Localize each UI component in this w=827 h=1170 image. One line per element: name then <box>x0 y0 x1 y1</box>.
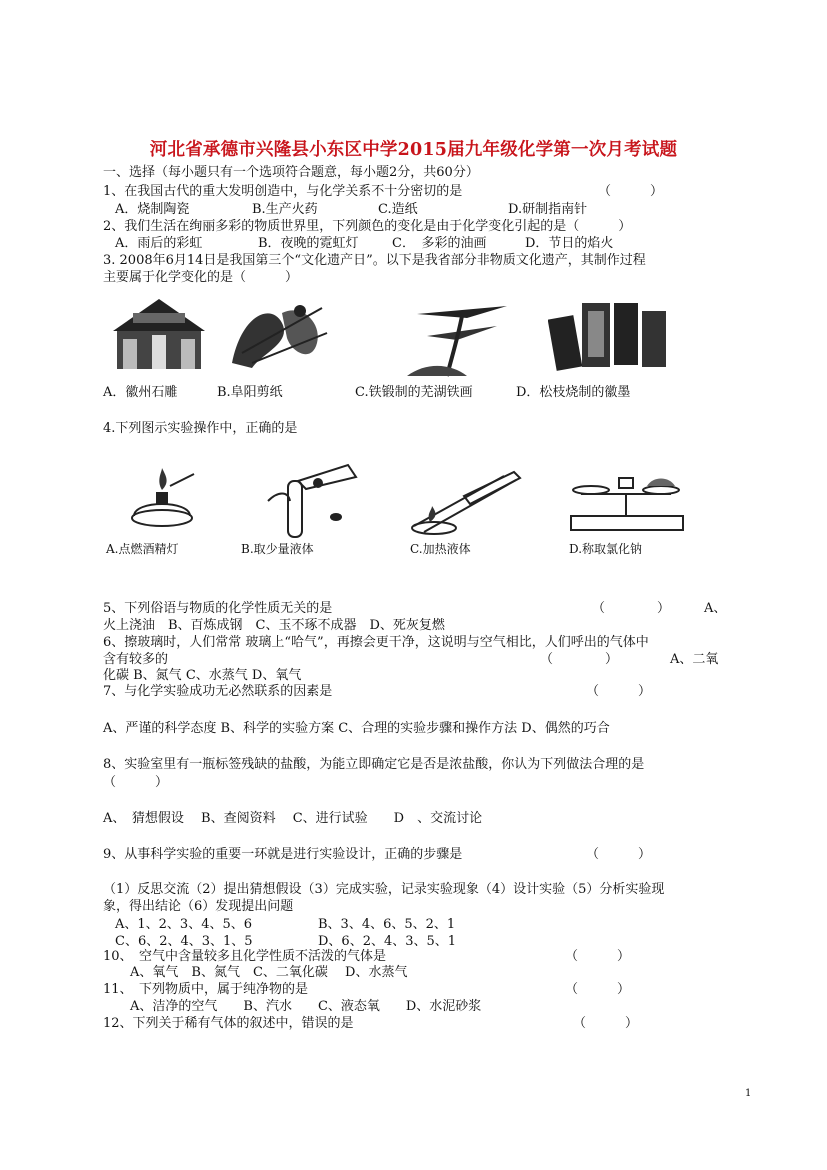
q9-steps-line1: （1）反思交流（2）提出猜想假设（3）完成实验，记录实验现象（4）设计实验（5）分析实验现 <box>103 882 665 897</box>
ink-stick-image <box>548 297 670 371</box>
q10-options: A、氧气 B、氮气 C、二氧化碳 D、水蒸气 <box>130 965 408 980</box>
q9-answer-paren: （ ） <box>586 847 652 862</box>
q1-option-d: D.研制指南针 <box>508 202 588 217</box>
q3-option-b: B.阜阳剪纸 <box>217 385 283 400</box>
q10-stem: 10、 空气中含量较多且化学性质不活泼的气体是 <box>103 949 387 964</box>
q3-option-d: D．松枝烧制的徽墨 <box>516 385 631 400</box>
q11-stem: 11、 下列物质中，属于纯净物的是 <box>103 982 309 997</box>
q2-option-a: A．雨后的彩虹 <box>115 236 203 251</box>
balance-scale-image <box>561 470 691 536</box>
q4-option-a: A.点燃酒精灯 <box>106 542 179 556</box>
q5-stem: 5、下列俗语与物质的化学性质无关的是 <box>103 601 333 616</box>
q7-answer-paren: （ ） <box>586 684 652 699</box>
q1-stem: 1、在我国古代的重大发明创造中，与化学关系不十分密切的是 <box>103 184 463 199</box>
q4-stem: 4.下列图示实验操作中，正确的是 <box>103 421 298 436</box>
q11-options: A、洁净的空气 B、汽水 C、液态氧 D、水泥砂浆 <box>130 999 482 1014</box>
q9-option-a: A、1、2、3、4、5、6 <box>115 917 253 932</box>
heating-liquid-image <box>404 466 524 536</box>
section-heading: 一、选择（每小题只有一个选项符合题意，每小题2分，共60分） <box>103 165 479 180</box>
q2-option-b: B．夜晚的霓虹灯 <box>258 236 359 251</box>
q7-stem: 7、与化学实验成功无必然联系的因素是 <box>103 684 333 699</box>
q1-option-a: A．烧制陶瓷 <box>115 202 190 217</box>
q6-options: 化碳 B、氮气 C、水蒸气 D、氧气 <box>103 668 302 683</box>
q9-option-b: B、3、4、6、5、2、1 <box>318 917 456 932</box>
q6-stem-line1: 6、擦玻璃时，人们常常 玻璃上“哈气”，再擦会更干净，这说明与空气相比，人们呼出的气体中 <box>103 635 649 650</box>
q2-option-d: D．节日的焰火 <box>525 236 614 251</box>
q11-answer-paren: （ ） <box>565 982 631 997</box>
alcohol-lamp-image <box>126 466 198 530</box>
q1-answer-paren: （ ） <box>598 184 664 199</box>
q4-option-b: B.取少量液体 <box>241 542 314 556</box>
q6-option-a: A、二氧 <box>670 652 719 667</box>
q5-options: 火上浇油 B、百炼成钢 C、玉不琢不成器 D、死灰复燃 <box>103 618 445 633</box>
q8-answer-paren: （ ） <box>103 775 169 790</box>
paper-cut-image <box>222 293 332 375</box>
q3-stem-line2: 主要属于化学变化的是（ ） <box>103 270 299 285</box>
q5-answer-paren: （ ） <box>592 601 671 616</box>
liquid-sampling-image <box>258 461 364 541</box>
stone-carving-image <box>113 291 205 371</box>
page-title: 河北省承德市兴隆县小东区中学2015届九年级化学第一次月考试题 <box>149 140 678 160</box>
q4-option-d: D.称取氯化钠 <box>569 542 643 556</box>
q1-option-b: B.生产火药 <box>252 202 318 217</box>
q2-option-c: C． 多彩的油画 <box>392 236 487 251</box>
q9-steps-line2: 象，得出结论（6）发现提出问题 <box>103 899 294 914</box>
q9-stem: 9、从事科学实验的重要一环就是进行实验设计，正确的步骤是 <box>103 847 463 862</box>
q8-stem-line1: 8、实验室里有一瓶标签残缺的盐酸，为能立即确定它是否是浓盐酸，你认为下列做法合理的是 <box>103 757 645 772</box>
q12-answer-paren: （ ） <box>573 1016 639 1031</box>
q3-option-a: A．徽州石雕 <box>103 385 178 400</box>
q6-answer-paren: （ ） <box>540 652 619 667</box>
q1-option-c: C.造纸 <box>378 202 418 217</box>
q2-stem: 2、我们生活在绚丽多彩的物质世界里，下列颜色的变化是由于化学变化引起的是（ ） <box>103 219 632 234</box>
q4-option-c: C.加热液体 <box>410 542 471 556</box>
q7-options: A、严谨的科学态度 B、科学的实验方案 C、合理的实验步骤和操作方法 D、偶然的巧合 <box>103 721 610 736</box>
q9-option-d: D、6、2、4、3、5、1 <box>318 934 457 949</box>
q10-answer-paren: （ ） <box>565 949 631 964</box>
q5-option-a-prefix: A、 <box>704 601 727 616</box>
iron-painting-image <box>407 296 519 378</box>
q12-stem: 12、下列关于稀有气体的叙述中，错误的是 <box>103 1016 354 1031</box>
q8-options: A、 猜想假设 B、查阅资料 C、进行试验 D 、交流讨论 <box>103 811 483 826</box>
q9-option-c: C、6、2、4、3、1、5 <box>115 934 253 949</box>
q3-stem-line1: 3. 2008年6月14日是我国第三个“文化遗产日”。以下是我省部分非物质文化遗产，其制作过程 <box>103 253 646 268</box>
q6-stem-line2: 含有较多的 <box>103 652 169 667</box>
page-number: 1 <box>745 1088 752 1099</box>
q3-option-c: C.铁锻制的芜湖铁画 <box>355 385 473 400</box>
